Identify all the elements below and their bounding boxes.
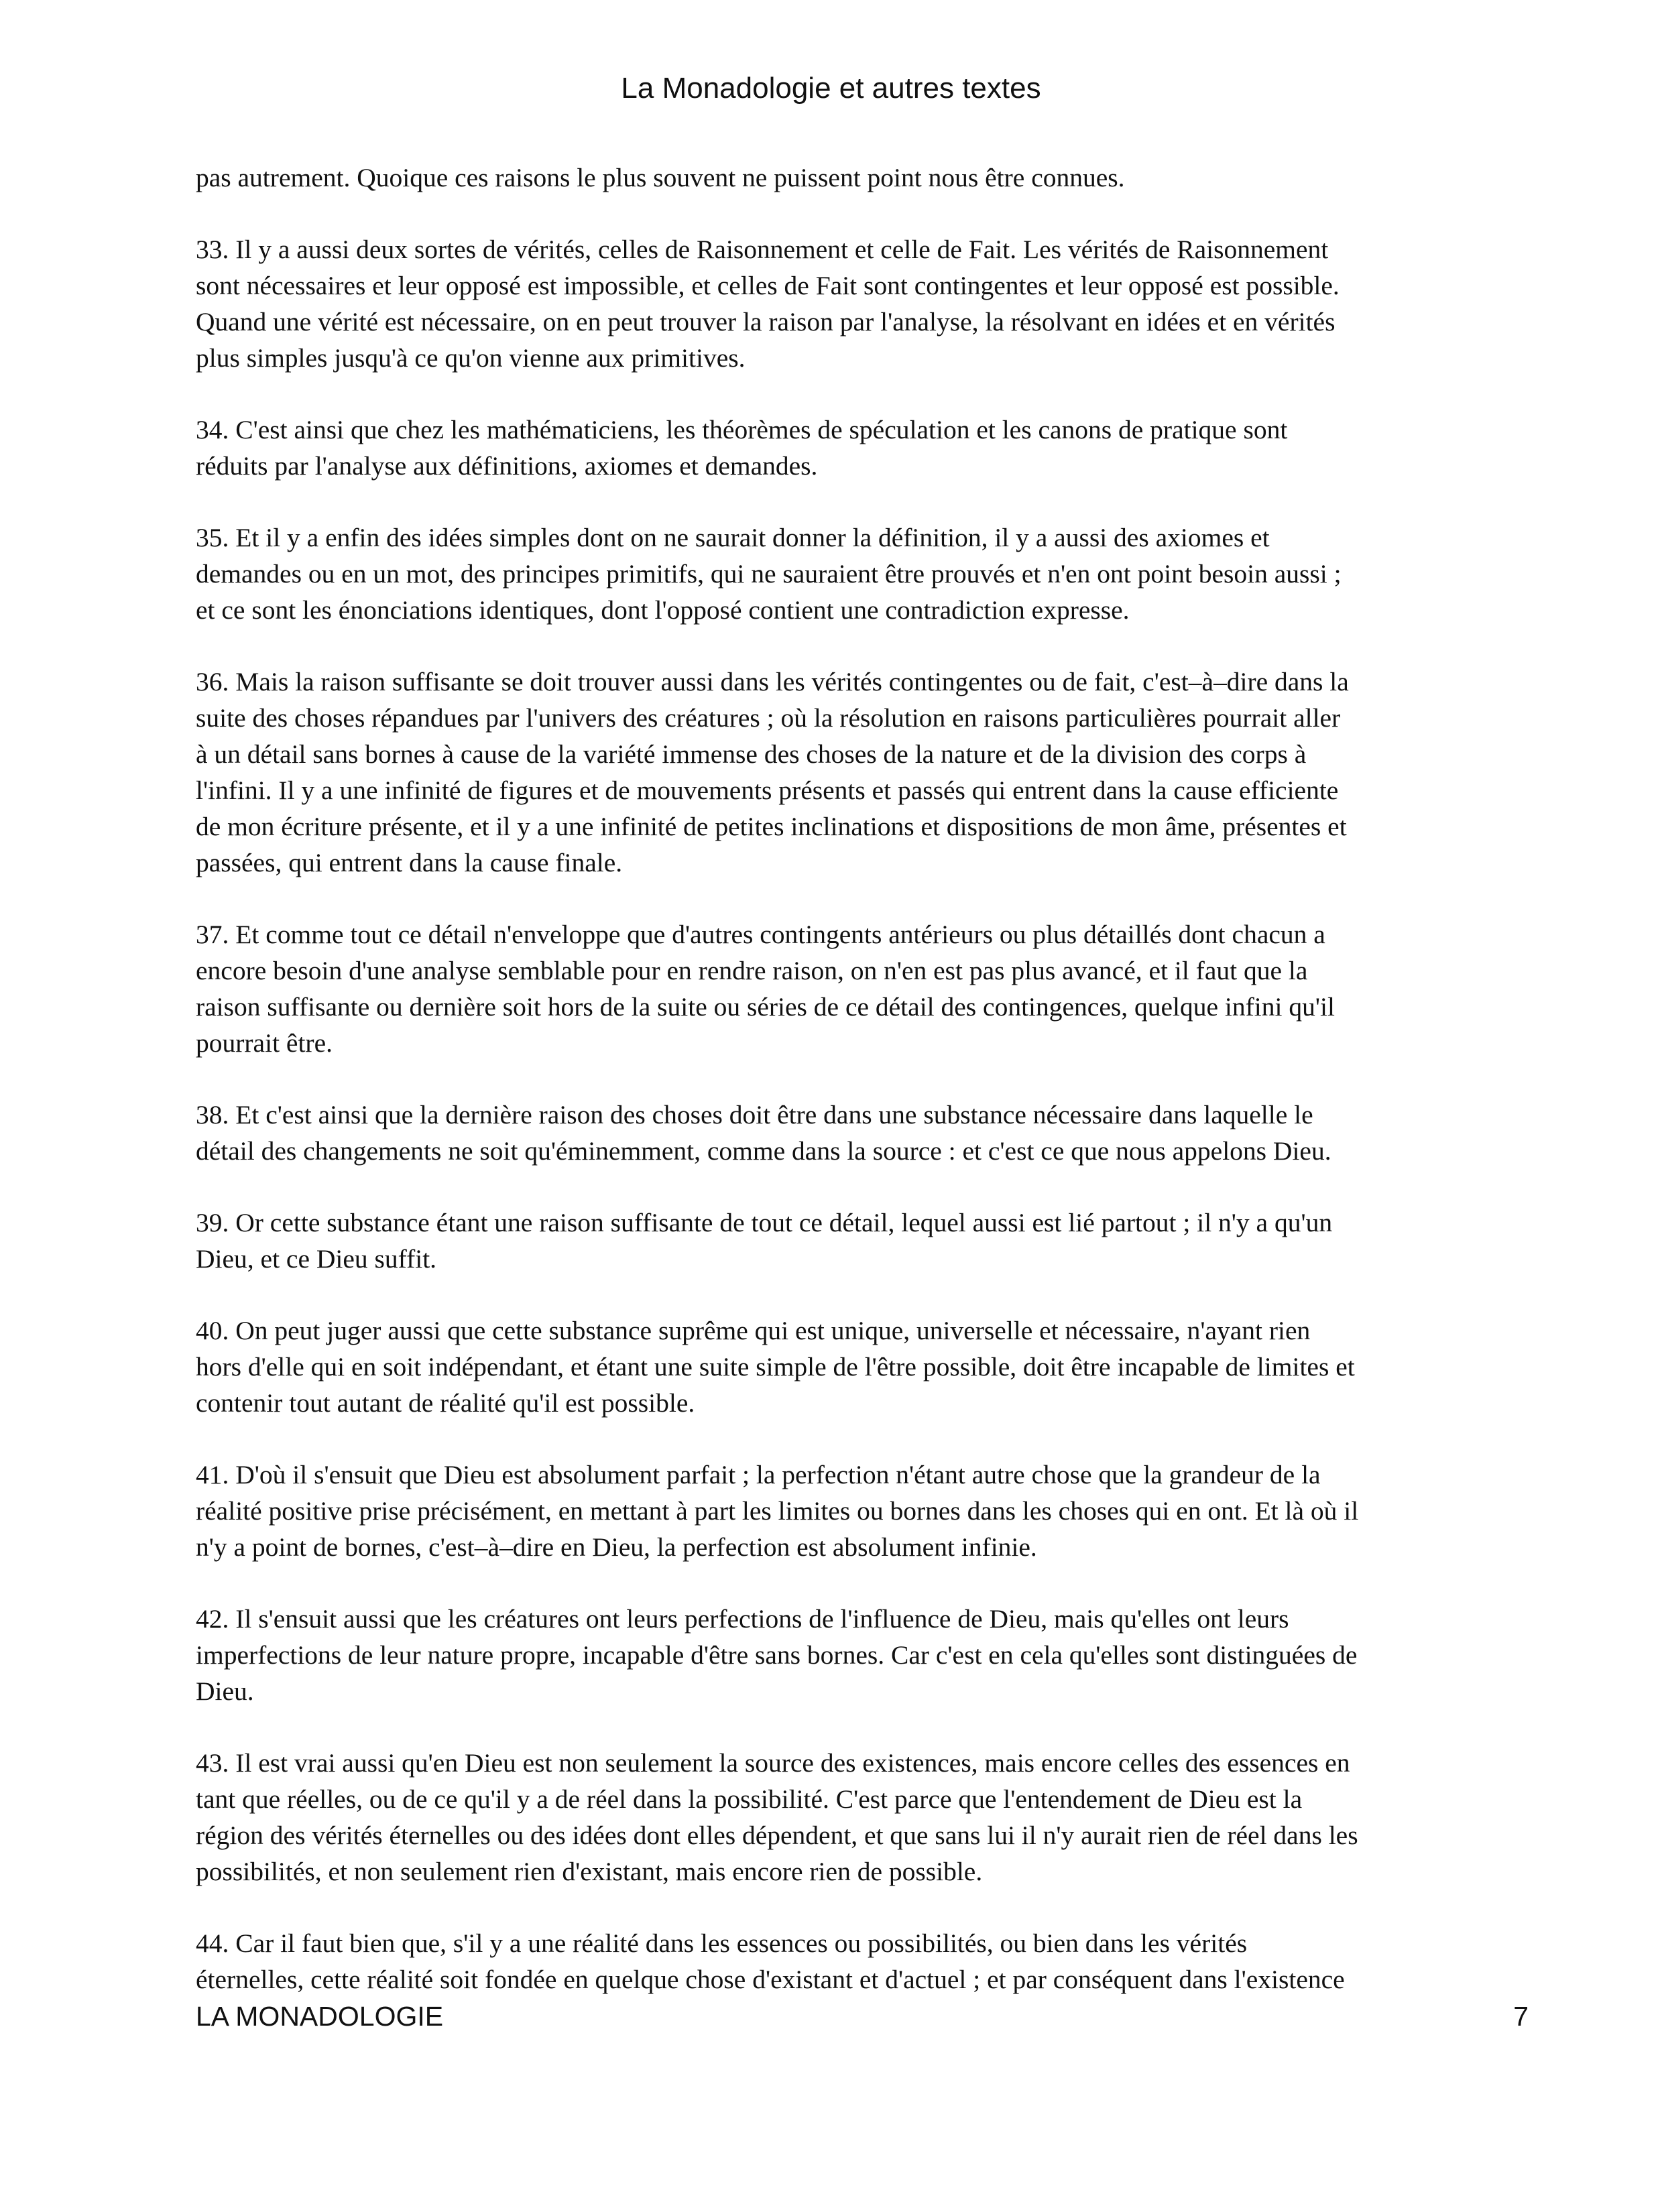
text-line: 38. Et c'est ainsi que la dernière raison des choses doit être dans une substance nécessaire dans laquelle le [196, 1100, 1313, 1129]
paragraph [196, 1457, 1529, 1565]
paragraph [196, 916, 1529, 1061]
text-line: 33. Il y a aussi deux sortes de vérités, celles de Raisonnement et celle de Fait. Les vérités de Raisonnement [196, 235, 1329, 264]
text-line: 35. Et il y a enfin des idées simples dont on ne saurait donner la définition, il y a aussi des axiomes et [196, 523, 1270, 552]
text-line: passées, qui entrent dans la cause finale. [196, 848, 623, 877]
text-line: 40. On peut juger aussi que cette substance suprême qui est unique, universelle et nécessaire, n'ayant rien [196, 1316, 1311, 1345]
paragraph [196, 519, 1529, 628]
text-line: encore besoin d'une analyse semblable pour en rendre raison, on n'en est pas plus avancé, et il faut que la [196, 956, 1308, 985]
text-line: 41. D'où il s'ensuit que Dieu est absolument parfait ; la perfection n'étant autre chose que la grandeur de la [196, 1460, 1321, 1489]
text-line: hors d'elle qui en soit indépendant, et étant une suite simple de l'être possible, doit être incapable de limites et [196, 1352, 1355, 1381]
text-line: tant que réelles, ou de ce qu'il y a de réel dans la possibilité. C'est parce que l'entendement de Dieu est la [196, 1784, 1303, 1814]
text-line: et ce sont les énonciations identiques, dont l'opposé contient une contradiction expresse. [196, 595, 1130, 625]
text-line: 44. Car il faut bien que, s'il y a une réalité dans les essences ou possibilités, ou bien dans les vérités [196, 1928, 1248, 1958]
text-line: suite des choses répandues par l'univers des créatures ; où la résolution en raisons particulières pourrait aller [196, 703, 1341, 733]
text-line: pourrait être. [196, 1028, 333, 1058]
text-line: raison suffisante ou dernière soit hors de la suite ou séries de ce détail des contingences, quelque infini qu'il [196, 992, 1335, 1022]
document-body [196, 160, 1529, 2033]
text-line: 43. Il est vrai aussi qu'en Dieu est non seulement la source des existences, mais encore celles des essences en [196, 1748, 1350, 1778]
text-line: réduits par l'analyse aux définitions, axiomes et demandes. [196, 451, 818, 481]
page-header: La Monadologie et autres textes [621, 72, 1041, 105]
text-line: n'y a point de bornes, c'est–à–dire en Dieu, la perfection est absolument infinie. [196, 1532, 1037, 1562]
paragraph [196, 1205, 1529, 1277]
text-line: 37. Et comme tout ce détail n'enveloppe que d'autres contingents antérieurs ou plus détaillés dont chacun a [196, 920, 1325, 949]
text-line: 36. Mais la raison suffisante se doit trouver aussi dans les vérités contingentes ou de fait, c'est–à–dire dans la [196, 667, 1349, 696]
text-line: pas autrement. Quoique ces raisons le plus souvent ne puissent point nous être connues. [196, 163, 1125, 192]
text-line: plus simples jusqu'à ce qu'on vienne aux primitives. [196, 343, 746, 373]
text-line: détail des changements ne soit qu'éminemment, comme dans la source : et c'est ce que nous appelons Dieu. [196, 1136, 1331, 1166]
paragraph [196, 1312, 1529, 1421]
paragraph [196, 160, 1529, 196]
text-line: l'infini. Il y a une infinité de figures et de mouvements présents et passés qui entrent dans la cause efficiente [196, 776, 1339, 805]
text-line: de mon écriture présente, et il y a une infinité de petites inclinations et dispositions de mon âme, présentes et [196, 812, 1347, 841]
text-line: possibilités, et non seulement rien d'existant, mais encore rien de possible. [196, 1857, 983, 1886]
text-line: réalité positive prise précisément, en mettant à part les limites ou bornes dans les choses qui en ont. Et là où il [196, 1496, 1359, 1526]
text-line: sont nécessaires et leur opposé est impossible, et celles de Fait sont contingentes et leur opposé est possible. [196, 271, 1340, 300]
page-number: 7 [1513, 2001, 1529, 2032]
paragraph [196, 231, 1529, 376]
paragraph [196, 1925, 1529, 1998]
text-line: à un détail sans bornes à cause de la variété immense des choses de la nature et de la division des corps à [196, 739, 1307, 769]
paragraph [196, 1745, 1529, 1890]
page-footer [196, 1998, 1529, 2035]
text-line: 39. Or cette substance étant une raison suffisante de tout ce détail, lequel aussi est lié partout ; il n'y a qu'un [196, 1208, 1333, 1237]
paragraph [196, 664, 1529, 881]
text-line: demandes ou en un mot, des principes primitifs, qui ne sauraient être prouvés et n'en ont point besoin aussi ; [196, 559, 1342, 589]
text-line: Dieu, et ce Dieu suffit. [196, 1244, 437, 1274]
text-line: contenir tout autant de réalité qu'il est possible. [196, 1388, 695, 1418]
paragraph [196, 412, 1529, 484]
text-line: Dieu. [196, 1676, 254, 1706]
text-line: région des vérités éternelles ou des idées dont elles dépendent, et que sans lui il n'y aurait rien de réel dans les [196, 1821, 1358, 1850]
paragraph [196, 1097, 1529, 1169]
text-line: 42. Il s'ensuit aussi que les créatures ont leurs perfections de l'influence de Dieu, mais qu'elles ont leurs [196, 1604, 1289, 1634]
footer-title: LA MONADOLOGIE [196, 2001, 444, 2032]
paragraph [196, 1601, 1529, 1709]
text-line: 34. C'est ainsi que chez les mathématiciens, les théorèmes de spéculation et les canons de pratique sont [196, 415, 1288, 444]
text-line: éternelles, cette réalité soit fondée en quelque chose d'existant et d'actuel ; et par conséquent dans l'existence [196, 1965, 1345, 1994]
text-line: imperfections de leur nature propre, incapable d'être sans bornes. Car c'est en cela qu'elles sont distinguées de [196, 1640, 1358, 1670]
text-line: Quand une vérité est nécessaire, on en peut trouver la raison par l'analyse, la résolvant en idées et en vérités [196, 307, 1335, 336]
